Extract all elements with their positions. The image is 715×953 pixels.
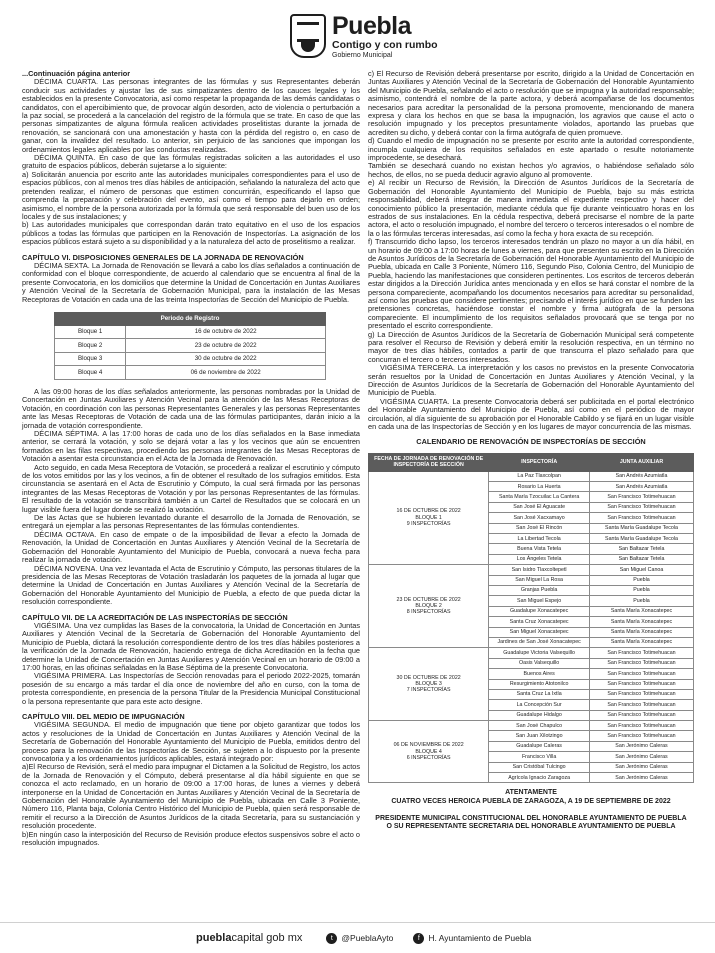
- table-cell-inspectoria: Buenos Aires: [489, 669, 590, 679]
- paragraph-vigesima-cuarta: VIGÉSIMA CUARTA. La presente Convocatoria deberá ser publicitada en el portal electrónico del Honorable Ayuntamiento del Municipio de Puebla, así como en el periódico de mayor circulación, al día siguiente de su aprobación por el Honorable Cabildo y se fijará en un lugar visible en cada una de las Inspectorías de Sección y en los lugares de mayor concurrencia de las mismas.: [368, 396, 694, 432]
- table-cell-inspectoria: Jardines de San José Xonacatepec: [489, 637, 590, 647]
- footer-site[interactable]: [196, 932, 302, 944]
- paragraph-jornada-inicio: A las 09:00 horas de los días señalados anteriormente, las personas nombradas por la Unidad de Concertación en Juntas Auxiliares y Atención Vecinal para la atención de las Mesas Receptoras de Votación, en coordinación con las personas Representantes Generales y las personas Representantes ante las Mesas Receptoras de Votación de cada una de las fórmulas participantes, darán inicio a la jornada de votación correspondiente.: [22, 386, 360, 430]
- table-cell-inspectoria: Los Ángeles Tetela: [489, 554, 590, 564]
- table-cell-junta: San Francisco Totimehuacan: [590, 710, 694, 720]
- table-cell-inspectoria: Rosario La Huerta: [489, 482, 590, 492]
- table-row: [369, 565, 694, 575]
- page-footer: [0, 922, 715, 953]
- table-row: [369, 648, 694, 658]
- table-cell-inspectoria: San Miguel La Rosa: [489, 575, 590, 585]
- footer-facebook-name: H. Ayuntamiento de Puebla: [428, 933, 532, 943]
- paragraph-inciso-b: b) Las autoridades municipales que correspondan darán trato equitativo en el uso de los espacios públicos a todas las fórmulas que participen en la Renovación de Inspectorías. La asignación de los espacios públicos estará sujeto a su disponibilidad y a la naturaleza del acto de proselitismo a realizar.: [22, 220, 360, 247]
- paragraph-decima-cuarta: DÉCIMA CUARTA. Las personas integrantes de las fórmulas y sus Representantes deberán conducir sus actividades y ajustar las de sus simpatizantes dentro de los cauces legales y los establecidos en la presente Convocatoria, así como respetar la propaganda de las demás candidatas o candidatos, con el apercibimiento que, de provocar algún desorden, acto de violencia o perturbación a la paz social, se procederá a la cancelación del registro de la fórmula que se trate. En caso de que las personas simpatizantes de alguna fórmula realicen actividades proselitistas durante la jornada de renovación, se sancionará con una amonestación y hasta con la pérdida del registro o, en caso de ganar, con la invalidez del resultado. Lo anterior, sin perjuicio de las sanciones que impongan los ordenamientos legales aplicables por las conductas realizadas.: [22, 77, 360, 154]
- paragraph-decima-octava: DÉCIMA OCTAVA. En caso de empate o de la imposibilidad de llevar a efecto la Jornada de Renovación, la Unidad de Concertación en Juntas Auxiliares y Atención Vecinal de la Secretaría de Gobernación del Honorable Ayuntamiento del Municipio de Puebla, convocará a nueva fecha para realizar la jornada de votación.: [22, 529, 360, 565]
- chapter-heading-viii: CAPÍTULO VIII. DEL MEDIO DE IMPUGNACIÓN: [22, 712, 185, 721]
- column-header-junta: JUNTA AUXILIAR: [590, 453, 694, 471]
- left-column: [22, 70, 360, 848]
- table-cell-junta: San Jerónimo Caleras: [590, 762, 694, 772]
- table-row: [55, 352, 326, 366]
- table-cell-inspectoria: Agrícola Ignacio Zaragoza: [489, 773, 590, 783]
- brand-tagline: Contigo y con rumbo: [332, 39, 438, 51]
- paragraph-inciso-a: a) Solicitarán anuencia por escrito ante las autoridades municipales correspondientes para el uso de espacios públicos, con al menos tres días hábiles de anticipación, señalando la naturaleza del acto que pretenden realizar, el número de personas que estimen concurrirán, especificando el lapso que comprenda la preparación y celebración del evento, así como el tiempo para dejarlo en orden; asimismo, el nombre de la persona autorizada por la fórmula que será responsable del buen uso de los locales y de sus instalaciones; y: [22, 169, 360, 221]
- signature-president: PRESIDENTE MUNICIPAL CONSTITUCIONAL DEL HONORABLE AYUNTAMIENTO DE PUEBLA: [375, 814, 687, 822]
- table-cell-inspectoria: San Cristóbal Tulcingo: [489, 762, 590, 772]
- paragraph-decima-quinta: DÉCIMA QUINTA. En caso de que las fórmulas registradas soliciten a las autoridades el uso gratuito de espacios públicos, deberán sujetarse a lo siguiente:: [22, 153, 360, 171]
- table-cell-fecha: 06 de noviembre de 2022: [126, 366, 326, 380]
- table-cell-inspectoria: San Miguel Xonacatepec: [489, 627, 590, 637]
- table-cell-junta: San Francisco Totimehuacan: [590, 669, 694, 679]
- table-cell-bloque: 23 DE OCTUBRE DE 2022 BLOQUE 2 8 INSPECTORÍAS: [369, 565, 489, 648]
- signature-place-date: CUATRO VECES HEROICA PUEBLA DE ZARAGOZA, A 19 DE SEPTIEMBRE DE 2022: [391, 797, 671, 805]
- table-cell-junta: Santa María Xonacatepec: [590, 637, 694, 647]
- table-cell-junta: San Jerónimo Caleras: [590, 752, 694, 762]
- continuation-note: ...Continuación página anterior: [22, 69, 131, 78]
- paragraph-recurso-e: e) Al recibir un Recurso de Revisión, la Dirección de Asuntos Jurídicos de la Secretaría de Gobernación del Honorable Ayuntamiento del Municipio de Puebla, bajo su más estricta responsabilidad, deberá integrar de manera inmediata el expediente respectivo y hacer del conocimiento público la presentación, mediante cédula que fije durante veinticuatro horas en los estrados de sus instalaciones. En la cédula respectiva, deberá precisarse el nombre de la parte actora, el acto o resolución impugnado, el nombre del tercero o terceros interesados o el nombre de la o las fórmulas terceras interesadas, así como la fecha y hora exacta de su recepción.: [368, 178, 694, 238]
- paragraph-escrutinio: Acto seguido, en cada Mesa Receptora de Votación, se procederá a realizar el escrutinio y cómputo de los votos emitidos por las y los vecinos, a fin de obtener el resultado de los sufragios emitidos. Esta circunstancia se asentará en el Acta de Escrutinio y Cómputo, la cual será firmada por las personas integrantes de las Mesas Receptoras de Votación y por las personas Representantes de las fórmulas. El resultado de la votación se transcribirá también a un Cartel de Resultados que se colocará en un lugar visible fuera del lugar donde se realizó la votación.: [22, 462, 360, 514]
- footer-site-rest: capital gob mx: [231, 932, 303, 944]
- table-cell-junta: San Francisco Totimehuacan: [590, 492, 694, 502]
- table-cell-inspectoria: San José El Rincón: [489, 523, 590, 533]
- table-cell-inspectoria: San Juan Xilotzingo: [489, 731, 590, 741]
- table-cell-inspectoria: Francisco Villa: [489, 752, 590, 762]
- paragraph-vigesima-tercera: VIGÉSIMA TERCERA. La interpretación y los casos no previstos en la presente Convocatoria serán resueltos por la Unidad de Concertación en Juntas Auxiliares y Atención Vecinal, y la Dirección de Asuntos Jurídicos de la Secretaría de Gobernación del Honorable Ayuntamiento del Municipio de Puebla.: [368, 363, 694, 398]
- paragraph-recurso-g: g) La Dirección de Asuntos Jurídicos de la Secretaría de Gobernación Municipal será competente para resolver el Recurso de Revisión y deberá emitir la resolución respectiva, en un término no mayor de tres días hábiles, contados a partir de que transcurra el plazo señalado para que concurran el tercero o terceros interesados.: [368, 329, 694, 364]
- table-cell-junta: Santa María Xonacatepec: [590, 617, 694, 627]
- paragraph-vigesima-primera: VIGÉSIMA PRIMERA. Las Inspectorías de Sección renovadas para el periodo 2022-2025, tomarán posesión de su encargo a más tardar el día once de noviembre del año en curso, con la toma de protesta correspondiente, en presencia de la persona Titular de la Presidencia Municipal Constitucional o la persona representante que para este acto designe.: [22, 671, 360, 706]
- paragraph-decima-novena: DÉCIMA NOVENA. Una vez levantada el Acta de Escrutinio y Cómputo, las personas titulares de la presidencia de las Mesas Receptoras de Votación trasladarán los paquetes de la jornada al lugar que determine la Unidad de Concertación en Juntas Auxiliares y Atención Vecinal de la Secretaría de Gobernación del Honorable Ayuntamiento del Municipio de Puebla, a efecto de que pueda dictar la resolución correspondiente.: [22, 563, 360, 607]
- table-cell-inspectoria: Guadalupe Victoria Valsequillo: [489, 648, 590, 658]
- table-cell-inspectoria: Guadalupe Hidalgo: [489, 710, 590, 720]
- facebook-icon: f: [413, 933, 424, 944]
- page-header: [0, 0, 715, 70]
- puebla-logo: [290, 14, 450, 70]
- table-cell-junta: San Francisco Totimehuacan: [590, 721, 694, 731]
- table-cell-junta: San Francisco Totimehuacan: [590, 513, 694, 523]
- calendar-title: CALENDARIO DE RENOVACIÓN DE INSPECTORÍAS DE SECCIÓN: [416, 437, 646, 447]
- table-cell-fecha: 16 de octubre de 2022: [126, 325, 326, 339]
- table-cell-inspectoria: San Miguel Espejo: [489, 596, 590, 606]
- footer-facebook[interactable]: [413, 933, 531, 944]
- paragraph-recurso-d: d) Cuando el medio de impugnación no se presente por escrito ante la autoridad correspondiente, incumpla cualquiera de los requisitos señalados en este apartado o resulte notoriamente improcedente, se desechará.: [368, 136, 694, 163]
- signature-block: [368, 789, 694, 831]
- footer-site-bold: puebla: [196, 932, 232, 944]
- table-cell-junta: San Francisco Totimehuacan: [590, 648, 694, 658]
- table-row: [55, 366, 326, 380]
- table-cell-bloque: 06 DE NOVIEMBRE DE 2022 BLOQUE 4 6 INSPECTORÍAS: [369, 721, 489, 783]
- table-cell-inspectoria: San José Xacxamayo: [489, 513, 590, 523]
- table-cell-junta: San Jerónimo Caleras: [590, 741, 694, 751]
- table-cell-fecha: 23 de octubre de 2022: [126, 339, 326, 353]
- table-cell-bloque: 16 DE OCTUBRE DE 2022 BLOQUE 1 9 INSPECTORÍAS: [369, 471, 489, 565]
- table-cell-junta: Santa María Guadalupe Tecola: [590, 534, 694, 544]
- table-cell-junta: San Baltazar Tetela: [590, 544, 694, 554]
- brand-name: Puebla: [332, 12, 411, 40]
- table-cell-inspectoria: Resurgimiento Atotonilco: [489, 679, 590, 689]
- table-header: Periodo de Registro: [55, 312, 326, 325]
- table-cell-junta: San Jerónimo Caleras: [590, 773, 694, 783]
- table-cell-inspectoria: La Concepción Sur: [489, 700, 590, 710]
- table-cell-junta: Santa María Xonacatepec: [590, 606, 694, 616]
- paragraph-decima-sexta: DÉCIMA SEXTA. La Jornada de Renovación se llevará a cabo los días señalados a continuación de conformidad con el bloque correspondiente, de acuerdo al calendario que se encuentra al final de la presente Convocatoria, en los domicilios que determine la Unidad de Concertación en Juntas Auxiliares y Atención Vecinal de la Secretaría de Gobernación Municipal, para la instalación de las Mesas Receptoras de Votación en cada una de las treinta Inspectorías de Sección del Municipio de Puebla.: [22, 260, 360, 304]
- table-cell-bloque: Bloque 2: [55, 339, 126, 353]
- paragraph-vigesima: VIGÉSIMA. Una vez cumplidas las Bases de la convocatoria, la Unidad de Concertación en Juntas Auxiliares y Atención Vecinal de la Secretaría de Gobernación del Honorable Ayuntamiento del Municipio de Puebla, dictará la resolución correspondiente dentro de los tres días hábiles posteriores a la verificación de la Jornada de Renovación, haciendo entrega de dicha Acreditación en la fecha que determine la Unidad de Concertación en Juntas Auxiliares y Atención Vecinal en un horario de 09:00 a 17:00 horas, en las oficinas señaladas en la Base Séptima de la presente Convocatoria.: [22, 620, 360, 672]
- table-cell-inspectoria: Oasis Valsequillo: [489, 658, 590, 668]
- table-cell-junta: San Francisco Totimehuacan: [590, 502, 694, 512]
- paragraph-desechamiento: También se desechará cuando no existan hechos y/o agravios, o habiéndose señalado sólo hechos, de ellos, no se pueda deducir agravio alguno al promovente.: [368, 161, 694, 179]
- chapter-heading-vii: CAPÍTULO VII. DE LA ACREDITACIÓN DE LAS INSPECTORÍAS DE SECCIÓN: [22, 612, 288, 622]
- table-cell-junta: San Francisco Totimehuacan: [590, 700, 694, 710]
- table-cell-junta: San Francisco Totimehuacan: [590, 731, 694, 741]
- footer-twitter[interactable]: [326, 933, 393, 944]
- paragraph-actas: De las Actas que se hubieren levantado durante el desarrollo de la Jornada de Renovación, se entregará un ejemplar a las personas Representantes de las fórmulas contendientes.: [22, 513, 360, 531]
- table-cell-junta: San Andrés Azumiatla: [590, 471, 694, 481]
- table-row: [369, 471, 694, 481]
- table-cell-inspectoria: Buena Vista Tetela: [489, 544, 590, 554]
- registration-period-table: [54, 312, 326, 380]
- table-cell-junta: San Baltazar Tetela: [590, 554, 694, 564]
- table-cell-inspectoria: Santa María Tzocuilac La Cantera: [489, 492, 590, 502]
- table-cell-junta: Puebla: [590, 596, 694, 606]
- paragraph-recurso-b: b)En ningún caso la interposición del Recurso de Revisión produce efectos suspensivos sobre el acto o resolución impugnados.: [22, 829, 360, 848]
- table-cell-bloque: Bloque 4: [55, 366, 126, 380]
- table-cell-junta: San Miguel Canoa: [590, 565, 694, 575]
- table-cell-junta: Puebla: [590, 575, 694, 585]
- table-cell-inspectoria: Guadalupe Caleras: [489, 741, 590, 751]
- calendar-table: [368, 453, 694, 784]
- column-header-inspectoria: INSPECTORÍA: [489, 453, 590, 471]
- signature-secretary: O SU REPRESENTANTE SECRETARIA DEL HONORABLE AYUNTAMIENTO DE PUEBLA: [386, 823, 676, 831]
- paragraph-recurso-a: a)El Recurso de Revisión, será el medio para impugnar el Dictamen a la Solicitud de Registro, los actos de la Jornada de Renovación y el Cómputo, deberá presentarse al día hábil siguiente en que se conozca el acto reclamado, en un horario de 09:00 a 17:00 horas, de lunes a viernes y deberá interponerse en la Unidad de Concertación en Juntas Auxiliares y Atención Vecinal de la Secretaría de Gobernación del Honorable Ayuntamiento del Municipio de Puebla, ubicada en Calle 3 Poniente, Número 116, Planta baja, Colonia Centro Histórico del Municipio de Puebla, quien será responsable de remitir el recurso a la Dirección de Asuntos Jurídicos de la citada Secretaría, para su sustanciación y resolución procedente.: [22, 762, 360, 831]
- table-cell-inspectoria: San José El Aguacate: [489, 502, 590, 512]
- table-cell-junta: San Francisco Totimehuacan: [590, 679, 694, 689]
- column-header-fecha: FECHA DE JORNADA DE RENOVACIÓN DE INSPECTORÍA DE SECCIÓN: [369, 453, 489, 471]
- table-cell-junta: San Francisco Totimehuacan: [590, 658, 694, 668]
- table-cell-bloque: 30 DE OCTUBRE DE 2022 BLOQUE 3 7 INSPECTORÍAS: [369, 648, 489, 721]
- signature-atentamente: ATENTAMENTE: [505, 789, 557, 797]
- paragraph-decima-septima: DÉCIMA SÉPTIMA. A las 17:00 horas de cada uno de los días señalados en la Base inmediata anterior, se cerrará la votación, y solo se dejará votar a las y los vecinos que aún se encuentren formados en las filas respectivas, procediendo las personas integrantes de las Mesas Receptoras de Votación a asentar esta circunstancia en el Acta de la Jornada de Renovación.: [22, 429, 360, 464]
- table-cell-inspectoria: Granjas Puebla: [489, 585, 590, 595]
- table-row: [55, 325, 326, 339]
- table-row: [55, 339, 326, 353]
- table-cell-inspectoria: San Isidro Tlaxcoltepetl: [489, 565, 590, 575]
- table-cell-inspectoria: La Paz Tlaxcolpan: [489, 471, 590, 481]
- table-cell-junta: San Andrés Azumiatla: [590, 482, 694, 492]
- table-row: [369, 721, 694, 731]
- table-cell-junta: Santa María Xonacatepec: [590, 627, 694, 637]
- table-cell-fecha: 30 de octubre de 2022: [126, 352, 326, 366]
- table-cell-bloque: Bloque 1: [55, 325, 126, 339]
- footer-twitter-handle: @PueblaAyto: [341, 933, 394, 943]
- municipal-shield-icon: [290, 14, 326, 58]
- table-cell-inspectoria: Santa Cruz La Ixtla: [489, 689, 590, 699]
- table-cell-junta: Puebla: [590, 585, 694, 595]
- chapter-heading-vi: CAPÍTULO VI. DISPOSICIONES GENERALES DE LA JORNADA DE RENOVACIÓN: [22, 252, 304, 262]
- paragraph-vigesima-segunda: VIGÉSIMA SEGUNDA. El medio de impugnación que tiene por objeto garantizar que todos los actos y resoluciones de la Unidad de Concertación en Juntas Auxiliares y Atención Vecinal de la Secretaría de Gobernación del Honorable Ayuntamiento del Municipio de Puebla, emitidos dentro del proceso para la renovación de las Inspectorías de Sección, se sujeten a lo dispuesto por la presente convocatoria y a los ordenamientos jurídicos aplicables, estará integrado por:: [22, 720, 360, 764]
- twitter-icon: t: [326, 933, 337, 944]
- right-column: [368, 70, 694, 831]
- table-cell-inspectoria: Santa Cruz Xonacatepec: [489, 617, 590, 627]
- table-cell-inspectoria: San José Chapulco: [489, 721, 590, 731]
- table-cell-junta: San Francisco Totimehuacan: [590, 689, 694, 699]
- brand-subtitle: Gobierno Municipal: [332, 52, 393, 59]
- table-cell-inspectoria: La Libertad Tecola: [489, 534, 590, 544]
- table-cell-junta: Santa María Guadalupe Tecola: [590, 523, 694, 533]
- table-cell-inspectoria: Guadalupe Xonacatepec: [489, 606, 590, 616]
- table-cell-bloque: Bloque 3: [55, 352, 126, 366]
- paragraph-recurso-f: f) Transcurrido dicho lapso, los terceros interesados tendrán un plazo no mayor a un día hábil, en un horario de 09:00 a 17:00 horas de lunes a viernes, para que presenten su escrito en la Dirección de Asuntos Jurídicos de la Secretaría de Gobernación del Honorable Ayuntamiento del Municipio de Puebla, ubicada en Calle 3 Poniente, Número 116, Segundo Piso, Colonia Centro, del Municipio de Puebla, haciendo las manifestaciones que consideren pertinentes. Los escritos de terceros deberán estar dirigidos a la Dirección Jurídica antes mencionada y en ellos se hará constar el nombre de la persona compareciente, acompañando los documentos necesarios para acreditar su personalidad, así como las pruebas que considere pertinentes; precisando el interés jurídico en que se funden las pretensiones concretas, haciéndose constar el nombre y firma autógrafa de la persona compareciente. El incumplimiento de los requisitos señalados provocará que se tenga por no presentado el escrito correspondiente.: [368, 237, 694, 331]
- paragraph-recurso-c: c) El Recurso de Revisión deberá presentarse por escrito, dirigido a la Unidad de Concertación en Juntas Auxiliares y Atención Vecinal de la Secretaría de Gobernación del Honorable Ayuntamiento del Municipio de Puebla, señalando el acto o resolución que se impugna y la autoridad responsable; asimismo, contendrá el nombre de la parte actora, y deberá acompañarse de los documentos necesarios para acreditar la personalidad de la persona promovente, mencionando de manera expresa y clara los hechos en que se basa la impugnación, los agravios que cause el acto o resolución impugnado y los preceptos presuntamente violados, aportando las pruebas que acrediten su dicho, y deberá contar con la firma autógrafa de quien promueve.: [368, 69, 694, 137]
